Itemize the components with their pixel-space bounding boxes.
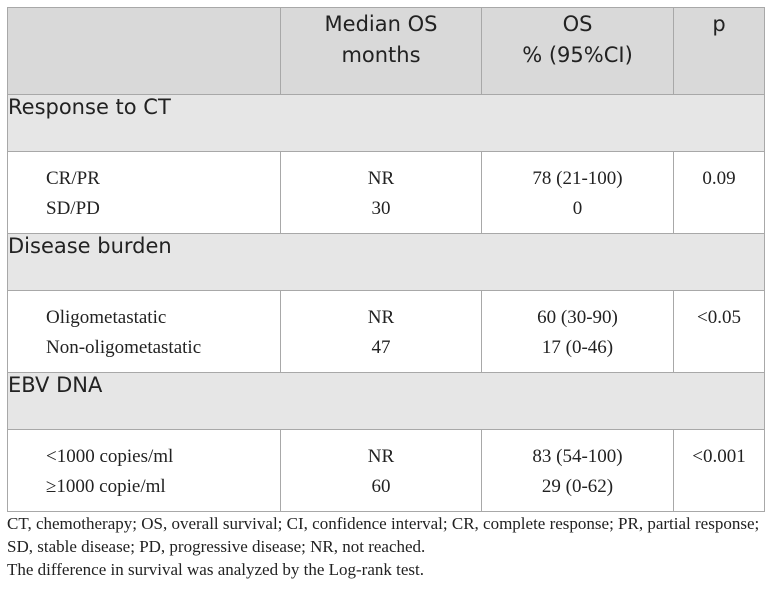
footnote-abbreviations: CT, chemotherapy; OS, overall survival; CI, confidence interval; CR, complete response; PR, partial response; SD, stable disease; PD, progressive disease; NR, not reached.	[7, 514, 760, 556]
row-labels	[8, 152, 281, 234]
os-value: 29 (0-62)	[541, 476, 614, 497]
group-title: EBV DNA	[8, 373, 765, 430]
median-value: NR	[367, 307, 395, 328]
row-labels	[8, 430, 281, 512]
os-value: 83 (54-100)	[532, 446, 623, 467]
header-os-percent	[482, 8, 674, 95]
os-values	[482, 291, 674, 373]
header-p-label: p	[712, 12, 726, 36]
group-row-ebv	[8, 373, 765, 430]
header-median-os	[281, 8, 482, 95]
row-label: Oligometastatic	[46, 307, 167, 328]
p-value: <0.05	[697, 307, 741, 328]
data-row-burden	[8, 291, 765, 373]
data-row-response	[8, 152, 765, 234]
row-label: ≥1000 copie/ml	[46, 476, 166, 497]
row-label: <1000 copies/ml	[46, 446, 174, 467]
p-value: 0.09	[702, 168, 736, 189]
footnote-method: The difference in survival was analyzed by the Log-rank test.	[7, 560, 424, 579]
p-value: <0.001	[692, 446, 746, 467]
median-values	[281, 152, 482, 234]
header-row	[8, 8, 765, 95]
os-value: 78 (21-100)	[532, 168, 623, 189]
median-value: NR	[367, 446, 395, 467]
median-values	[281, 430, 482, 512]
header-empty-cell	[8, 8, 281, 95]
median-value: 47	[371, 337, 391, 358]
header-os-line2: % (95%CI)	[522, 43, 633, 67]
group-title: Disease burden	[8, 234, 765, 291]
os-values	[482, 430, 674, 512]
os-value: 60 (30-90)	[537, 307, 618, 328]
p-value-cell	[674, 152, 765, 234]
header-p	[674, 8, 765, 95]
survival-table	[7, 7, 765, 512]
os-values	[482, 152, 674, 234]
row-label: SD/PD	[46, 198, 100, 219]
header-median-os-line2: months	[341, 43, 421, 67]
data-row-ebv	[8, 430, 765, 512]
os-value: 17 (0-46)	[541, 337, 614, 358]
row-label: Non-oligometastatic	[46, 337, 202, 358]
median-value: 30	[371, 198, 391, 219]
header-median-os-line1: Median OS	[324, 12, 438, 36]
group-title: Response to CT	[8, 95, 765, 152]
p-value-cell	[674, 291, 765, 373]
row-labels	[8, 291, 281, 373]
row-label: CR/PR	[46, 168, 100, 189]
group-row-response	[8, 95, 765, 152]
os-value: 0	[572, 198, 583, 219]
header-os-line1: OS	[562, 12, 593, 36]
p-value-cell	[674, 430, 765, 512]
median-value: NR	[367, 168, 395, 189]
group-row-burden	[8, 234, 765, 291]
median-values	[281, 291, 482, 373]
table-footnote	[7, 512, 767, 581]
survival-table-container	[7, 7, 764, 512]
median-value: 60	[371, 476, 391, 497]
